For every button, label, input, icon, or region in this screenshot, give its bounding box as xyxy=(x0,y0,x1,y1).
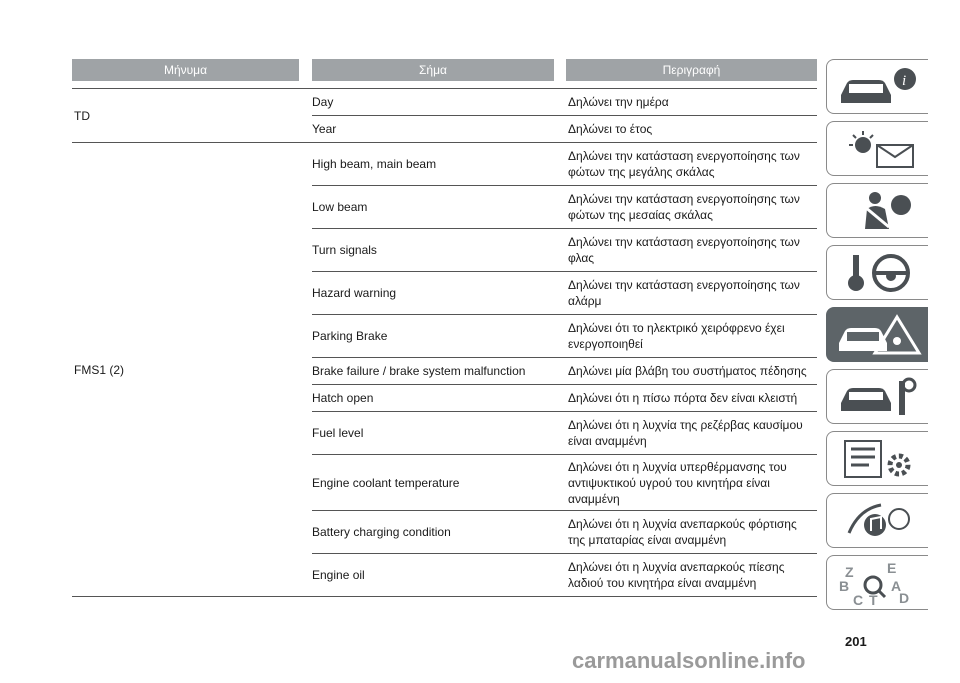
header-message: Μήνυμα xyxy=(72,59,299,81)
tab-specifications[interactable] xyxy=(826,431,928,486)
table-row xyxy=(312,357,817,384)
svg-text:i: i xyxy=(902,73,907,89)
message-code: TD xyxy=(74,108,90,123)
svg-text:B: B xyxy=(839,578,850,594)
signal-cell: Brake failure / brake system malfunction xyxy=(312,364,526,378)
car-info-icon xyxy=(835,65,925,109)
table-row xyxy=(312,411,817,454)
table-row xyxy=(312,115,817,142)
message-code: FMS1 (2) xyxy=(74,362,125,377)
description-cell: Δηλώνει ότι η λυχνία της ρεζέρβας καυσίμου είναι αναμμένη xyxy=(568,418,803,448)
multimedia-music-icon xyxy=(835,499,925,543)
header-description: Περιγραφή xyxy=(566,59,817,81)
tab-starting-driving[interactable] xyxy=(826,245,928,300)
description-cell: Δηλώνει ότι η λυχνία υπερθέρμανσης του αντιψυκτικού υγρού του κινητήρα είναι αναμμένη xyxy=(568,459,787,506)
table-row xyxy=(312,185,817,228)
specifications-gear-icon xyxy=(835,437,925,481)
signal-cell: Turn signals xyxy=(312,243,377,257)
signal-cell: High beam, main beam xyxy=(312,157,437,171)
signal-cell: Hatch open xyxy=(312,391,374,405)
signal-cell: Engine coolant temperature xyxy=(312,475,460,490)
signal-cell: Fuel level xyxy=(312,426,364,440)
table-row xyxy=(312,314,817,357)
description-cell: Δηλώνει το έτος xyxy=(568,122,653,136)
message-group xyxy=(72,88,817,143)
key-steering-wheel-icon xyxy=(835,251,925,295)
alphabetical-index-icon xyxy=(835,561,925,605)
svg-text:A: A xyxy=(891,578,902,594)
svg-text:D: D xyxy=(899,590,910,605)
description-cell: Δηλώνει ότι η λυχνία ανεπαρκούς πίεσης λαδιού του κινητήρα είναι αναμμένη xyxy=(568,560,785,590)
description-cell: Δηλώνει ότι το ηλεκτρικό χειρόφρενο έχει ενεργοποιηθεί xyxy=(568,321,785,351)
table-row xyxy=(312,553,817,596)
svg-text:T: T xyxy=(869,592,878,605)
data-table xyxy=(72,59,817,597)
description-cell: Δηλώνει ότι η λυχνία ανεπαρκούς φόρτισης της μπαταρίας είναι αναμμένη xyxy=(568,517,797,547)
table-row xyxy=(312,143,817,185)
signal-cell: Low beam xyxy=(312,200,368,214)
signal-cell: Battery charging condition xyxy=(312,525,451,539)
description-cell: Δηλώνει την κατάσταση ενεργοποίησης των φώτων της μεσαίας σκάλας xyxy=(568,192,800,222)
tab-safety[interactable] xyxy=(826,183,928,238)
car-maintenance-icon xyxy=(835,375,925,419)
signal-cell: Engine oil xyxy=(312,568,365,582)
tab-index[interactable] xyxy=(826,555,928,610)
description-cell: Δηλώνει την ημέρα xyxy=(568,95,669,109)
signal-cell: Parking Brake xyxy=(312,329,388,343)
table-row xyxy=(312,384,817,411)
table-row xyxy=(312,454,817,510)
page-number: 201 xyxy=(845,634,867,649)
table-row xyxy=(312,510,817,553)
breakdown-warning-icon xyxy=(835,313,925,357)
description-cell: Δηλώνει την κατάσταση ενεργοποίησης των αλάρμ xyxy=(568,278,800,308)
tab-warning-lights[interactable] xyxy=(826,121,928,176)
svg-text:E: E xyxy=(887,561,897,576)
svg-text:Z: Z xyxy=(845,564,854,580)
svg-text:C: C xyxy=(853,592,864,605)
header-signal: Σήμα xyxy=(312,59,554,81)
tab-multimedia[interactable] xyxy=(826,493,928,548)
signal-cell: Day xyxy=(312,95,334,109)
table-header xyxy=(72,59,817,81)
footer-watermark: carmanualsonline.info xyxy=(572,648,806,673)
tab-in-emergency[interactable] xyxy=(826,307,928,362)
chapter-tabs xyxy=(826,59,928,617)
signal-cell: Hazard warning xyxy=(312,286,397,300)
table-row xyxy=(312,228,817,271)
description-cell: Δηλώνει ότι η πίσω πόρτα δεν είναι κλειστή xyxy=(568,391,798,405)
description-cell: Δηλώνει την κατάσταση ενεργοποίησης των φλας xyxy=(568,235,800,265)
table-row xyxy=(312,89,817,115)
tab-maintenance[interactable] xyxy=(826,369,928,424)
seatbelt-airbag-icon xyxy=(835,189,925,233)
message-group xyxy=(72,143,817,597)
signal-cell: Year xyxy=(312,122,337,136)
tab-car-info[interactable] xyxy=(826,59,928,114)
description-cell: Δηλώνει την κατάσταση ενεργοποίησης των φώτων της μεγάλης σκάλας xyxy=(568,149,800,179)
warning-light-envelope-icon xyxy=(835,127,925,171)
table-body xyxy=(72,88,817,597)
table-row xyxy=(312,271,817,314)
description-cell: Δηλώνει μία βλάβη του συστήματος πέδησης xyxy=(568,364,807,378)
